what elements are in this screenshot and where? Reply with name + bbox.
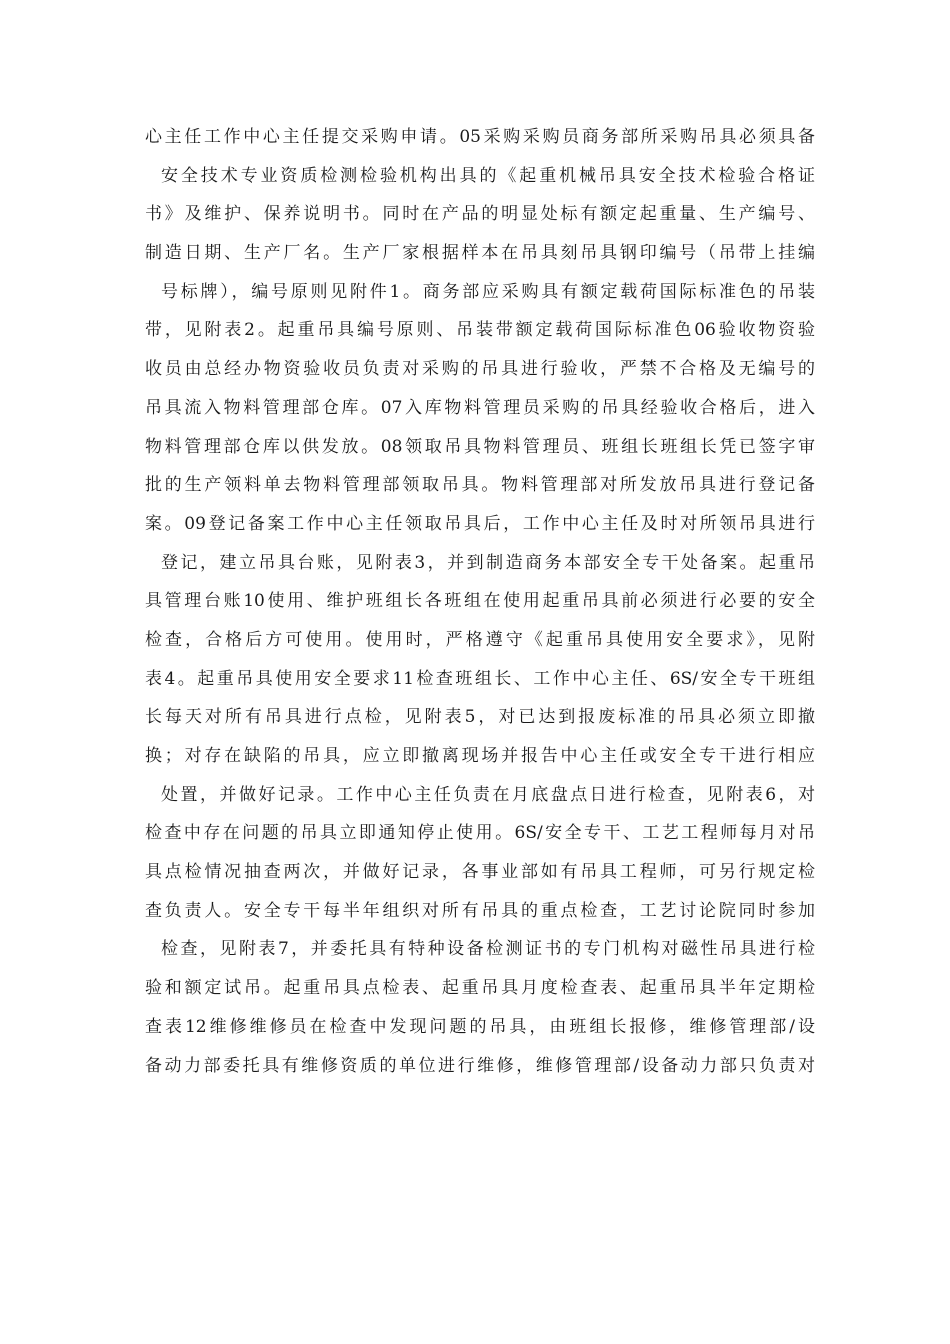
- text-line: 检查中存在问题的吊具立即通知停止使用。6S/安全专干、工艺工程师每月对吊: [145, 823, 815, 844]
- text-line: 具管理台账10使用、维护班组长各班组在使用起重吊具前必须进行必要的安全: [145, 591, 815, 612]
- text-line: 号标牌），编号原则见附件1。商务部应采购具有额定载荷国际标准色的吊装: [161, 281, 815, 302]
- text-line: 处置，并做好记录。工作中心主任负责在月底盘点日进行检查，见附表6，对: [161, 784, 815, 805]
- text-line: 心主任工作中心主任提交采购申请。05采购采购员商务部所采购吊具必须具备: [145, 127, 815, 147]
- text-line: 表4。起重吊具使用安全要求11检查班组长、工作中心主任、6S/安全专干班组: [145, 668, 815, 689]
- text-line: 查表12维修维修员在检查中发现问题的吊具，由班组长报修，维修管理部/设: [145, 1016, 815, 1037]
- text-line: 长每天对所有吊具进行点检，见附表5，对已达到报废标准的吊具必须立即撤: [145, 707, 815, 728]
- text-line: 收员由总经办物资验收员负责对采购的吊具进行验收，严禁不合格及无编号的: [145, 359, 815, 380]
- text-line: 批的生产领料单去物料管理部领取吊具。物料管理部对所发放吊具进行登记备: [145, 475, 815, 496]
- text-line: 吊具流入物料管理部仓库。07入库物料管理员采购的吊具经验收合格后，进入: [145, 397, 815, 418]
- text-line: 物料管理部仓库以供发放。08领取吊具物料管理员、班组长班组长凭已签字审: [145, 436, 815, 457]
- text-line: 案。09登记备案工作中心主任领取吊具后，工作中心主任及时对所领吊具进行: [145, 513, 815, 534]
- text-line: 换；对存在缺陷的吊具，应立即撤离现场并报告中心主任或安全专干进行相应: [145, 746, 815, 766]
- text-line: 检查，合格后方可使用。使用时，严格遵守《起重吊具使用安全要求》，见附: [145, 629, 815, 650]
- text-line: 查负责人。安全专干每半年组织对所有吊具的重点检查，工艺讨论院同时参加: [145, 900, 815, 921]
- text-line: 具点检情况抽查两次，并做好记录，各事业部如有吊具工程师，可另行规定检: [145, 862, 815, 883]
- text-line: 书》及维护、保养说明书。同时在产品的明显处标有额定起重量、生产编号、: [145, 204, 815, 225]
- text-line: 安全技术专业资质检测检验机构出具的《起重机械吊具安全技术检验合格证: [161, 165, 815, 186]
- text-line: 备动力部委托具有维修资质的单位进行维修，维修管理部/设备动力部只负责对: [145, 1055, 815, 1076]
- text-line: 验和额定试吊。起重吊具点检表、起重吊具月度检查表、起重吊具半年定期检: [145, 978, 815, 999]
- text-line: 带，见附表2。起重吊具编号原则、吊装带额定载荷国际标准色06验收物资验: [145, 320, 815, 341]
- text-line: 检查，见附表7，并委托具有特种设备检测证书的专门机构对磁性吊具进行检: [161, 939, 815, 960]
- text-line: 登记，建立吊具台账，见附表3，并到制造商务本部安全专干处备案。起重吊: [161, 552, 815, 573]
- body-text: [145, 124, 815, 1091]
- text-line: 制造日期、生产厂名。生产厂家根据样本在吊具刻吊具钢印编号（吊带上挂编: [145, 243, 815, 264]
